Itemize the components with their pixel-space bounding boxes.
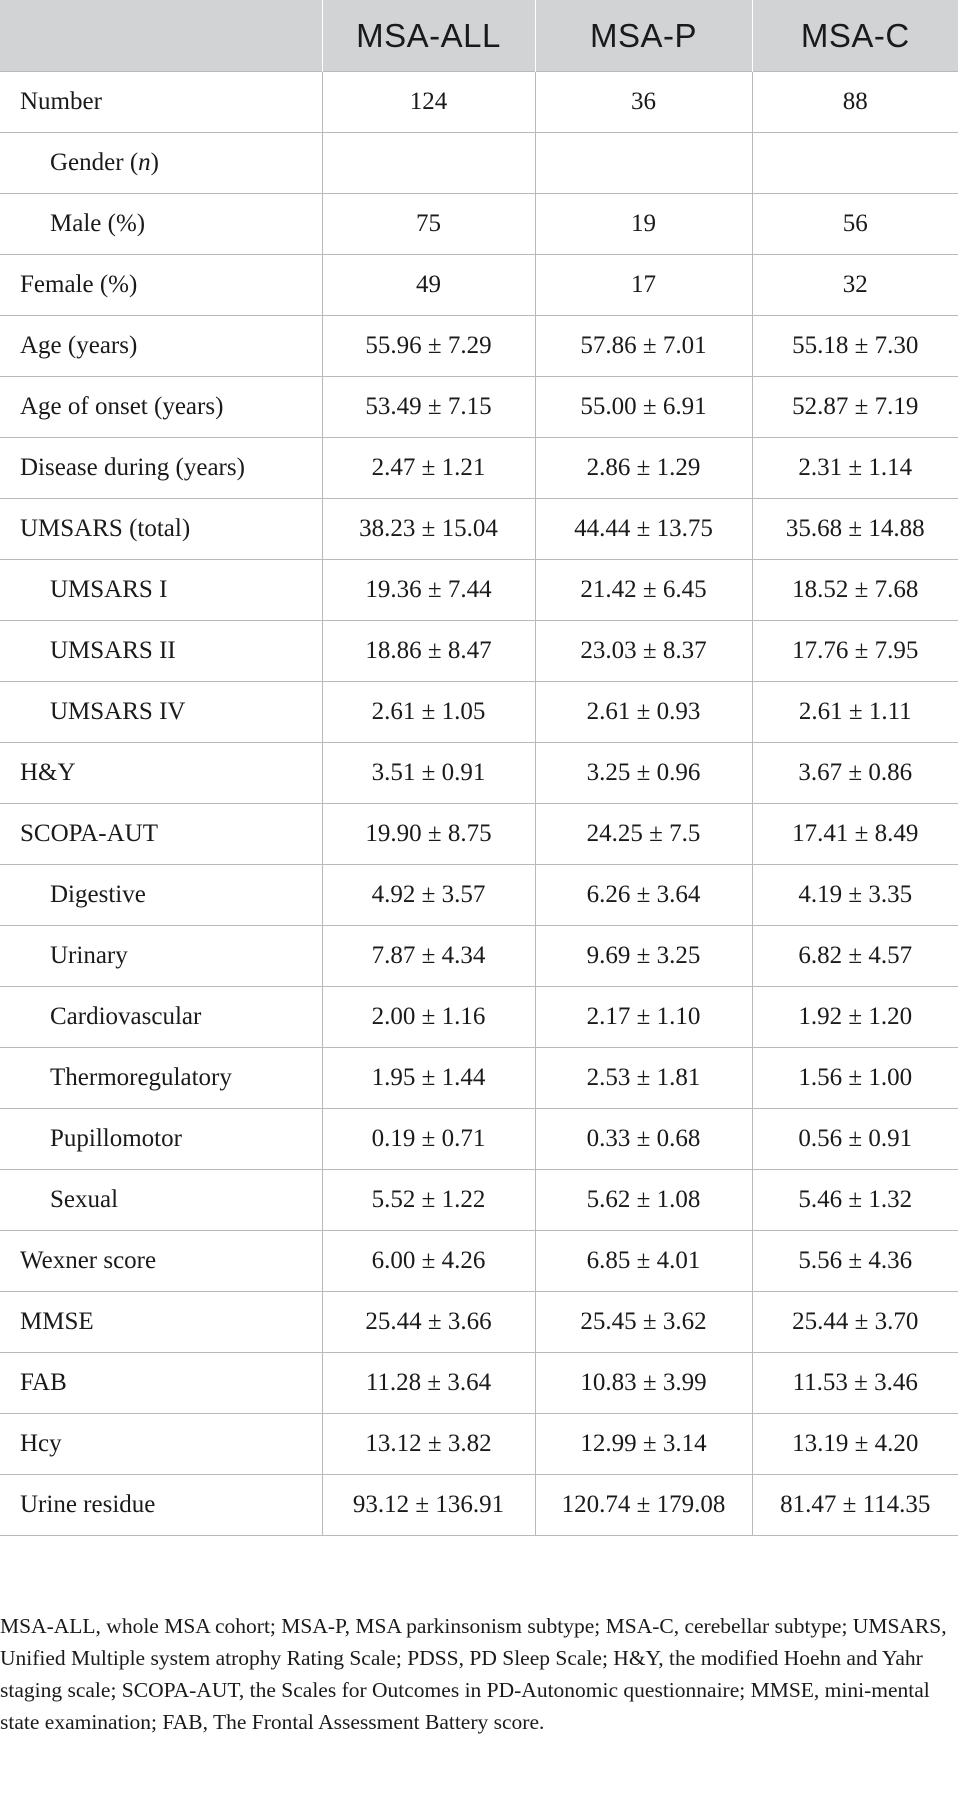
cell-msa-c: 2.31 ± 1.14 — [752, 438, 958, 499]
cell-msa-p: 6.26 ± 3.64 — [535, 865, 752, 926]
row-label-text: H&Y — [20, 759, 76, 786]
cell-msa-all: 5.52 ± 1.22 — [322, 1170, 535, 1231]
cell-msa-p: 55.00 ± 6.91 — [535, 377, 752, 438]
cell-msa-c: 81.47 ± 114.35 — [752, 1475, 958, 1536]
row-label — [0, 499, 322, 560]
row-label-text: UMSARS IV — [50, 698, 186, 725]
table-row — [0, 560, 958, 621]
cell-msa-p: 10.83 ± 3.99 — [535, 1353, 752, 1414]
row-label-text: Pupillomotor — [50, 1125, 182, 1152]
cell-msa-all — [322, 133, 535, 194]
cell-msa-all: 0.19 ± 0.71 — [322, 1109, 535, 1170]
row-label-text: Wexner score — [20, 1247, 157, 1274]
cell-msa-p: 36 — [535, 72, 752, 133]
row-label — [0, 194, 322, 255]
cell-msa-c: 56 — [752, 194, 958, 255]
row-label-text: Age (years) — [20, 332, 138, 359]
cell-msa-all: 2.61 ± 1.05 — [322, 682, 535, 743]
header-cell-msa-p: MSA-P — [535, 0, 752, 72]
cell-msa-c — [752, 133, 958, 194]
row-label-text: Hcy — [20, 1430, 62, 1457]
table-row — [0, 316, 958, 377]
cell-msa-p: 2.86 ± 1.29 — [535, 438, 752, 499]
row-label — [0, 743, 322, 804]
table-row — [0, 1048, 958, 1109]
row-label-text: MMSE — [20, 1308, 94, 1335]
row-label — [0, 1475, 322, 1536]
cell-msa-all: 38.23 ± 15.04 — [322, 499, 535, 560]
cell-msa-c: 1.56 ± 1.00 — [752, 1048, 958, 1109]
row-label-text: Male (%) — [50, 210, 146, 237]
cell-msa-c: 1.92 ± 1.20 — [752, 987, 958, 1048]
cell-msa-all: 19.36 ± 7.44 — [322, 560, 535, 621]
table-row — [0, 743, 958, 804]
cell-msa-all: 124 — [322, 72, 535, 133]
cell-msa-c: 3.67 ± 0.86 — [752, 743, 958, 804]
row-label-text: Cardiovascular — [50, 1003, 202, 1030]
table-row — [0, 1231, 958, 1292]
cell-msa-all: 1.95 ± 1.44 — [322, 1048, 535, 1109]
row-label — [0, 804, 322, 865]
row-label-text: Female (%) — [20, 271, 138, 298]
row-label — [0, 1292, 322, 1353]
row-label — [0, 1170, 322, 1231]
cell-msa-all: 18.86 ± 8.47 — [322, 621, 535, 682]
cell-msa-p: 120.74 ± 179.08 — [535, 1475, 752, 1536]
table-row — [0, 621, 958, 682]
row-label — [0, 987, 322, 1048]
cell-msa-all: 11.28 ± 3.64 — [322, 1353, 535, 1414]
cell-msa-all: 55.96 ± 7.29 — [322, 316, 535, 377]
cell-msa-p: 2.61 ± 0.93 — [535, 682, 752, 743]
cell-msa-c: 0.56 ± 0.91 — [752, 1109, 958, 1170]
row-label — [0, 621, 322, 682]
cell-msa-p: 2.17 ± 1.10 — [535, 987, 752, 1048]
cell-msa-p: 19 — [535, 194, 752, 255]
cell-msa-all: 25.44 ± 3.66 — [322, 1292, 535, 1353]
table-body — [0, 72, 958, 1536]
table-row — [0, 865, 958, 926]
cell-msa-c: 17.41 ± 8.49 — [752, 804, 958, 865]
cell-msa-p: 21.42 ± 6.45 — [535, 560, 752, 621]
row-label — [0, 1231, 322, 1292]
cell-msa-c: 17.76 ± 7.95 — [752, 621, 958, 682]
row-label-text: FAB — [20, 1369, 67, 1396]
cell-msa-all: 7.87 ± 4.34 — [322, 926, 535, 987]
cell-msa-c: 11.53 ± 3.46 — [752, 1353, 958, 1414]
table-row — [0, 1414, 958, 1475]
table-row — [0, 72, 958, 133]
cell-msa-p: 12.99 ± 3.14 — [535, 1414, 752, 1475]
table-row — [0, 1475, 958, 1536]
row-label-text: Disease during (years) — [20, 454, 245, 481]
cell-msa-c: 2.61 ± 1.11 — [752, 682, 958, 743]
row-label — [0, 133, 322, 194]
cell-msa-c: 52.87 ± 7.19 — [752, 377, 958, 438]
table-row — [0, 1292, 958, 1353]
cell-msa-c: 55.18 ± 7.30 — [752, 316, 958, 377]
cell-msa-all: 6.00 ± 4.26 — [322, 1231, 535, 1292]
cell-msa-all: 3.51 ± 0.91 — [322, 743, 535, 804]
table-row — [0, 438, 958, 499]
table-row — [0, 682, 958, 743]
cell-msa-all: 13.12 ± 3.82 — [322, 1414, 535, 1475]
cell-msa-p: 2.53 ± 1.81 — [535, 1048, 752, 1109]
table-row — [0, 804, 958, 865]
cell-msa-c: 35.68 ± 14.88 — [752, 499, 958, 560]
cell-msa-c: 88 — [752, 72, 958, 133]
cell-msa-c: 18.52 ± 7.68 — [752, 560, 958, 621]
table-row — [0, 1109, 958, 1170]
row-label-text: Urine residue — [20, 1491, 156, 1518]
row-label-text: Number — [20, 88, 102, 115]
table-row — [0, 926, 958, 987]
header-row — [0, 0, 958, 72]
header-cell-label — [0, 0, 322, 72]
cell-msa-c: 5.56 ± 4.36 — [752, 1231, 958, 1292]
cell-msa-p: 23.03 ± 8.37 — [535, 621, 752, 682]
row-label — [0, 926, 322, 987]
cell-msa-all: 93.12 ± 136.91 — [322, 1475, 535, 1536]
table-row — [0, 1353, 958, 1414]
row-label-text: Age of onset (years) — [20, 393, 224, 420]
row-label-text: Sexual — [50, 1186, 119, 1213]
row-label-text: Digestive — [50, 881, 146, 908]
cell-msa-all: 75 — [322, 194, 535, 255]
table-row — [0, 255, 958, 316]
cell-msa-all: 4.92 ± 3.57 — [322, 865, 535, 926]
row-label — [0, 1414, 322, 1475]
row-label — [0, 255, 322, 316]
table-row — [0, 987, 958, 1048]
row-label-text: UMSARS I — [50, 576, 168, 603]
header-cell-msa-c: MSA-C — [752, 0, 958, 72]
cell-msa-p — [535, 133, 752, 194]
cell-msa-p: 44.44 ± 13.75 — [535, 499, 752, 560]
row-label — [0, 1353, 322, 1414]
row-label — [0, 72, 322, 133]
row-label-suffix: (n) — [129, 149, 159, 176]
cell-msa-p: 17 — [535, 255, 752, 316]
cell-msa-p: 9.69 ± 3.25 — [535, 926, 752, 987]
table-row — [0, 499, 958, 560]
cell-msa-c: 25.44 ± 3.70 — [752, 1292, 958, 1353]
cell-msa-all: 2.00 ± 1.16 — [322, 987, 535, 1048]
row-label — [0, 560, 322, 621]
cell-msa-p: 0.33 ± 0.68 — [535, 1109, 752, 1170]
cell-msa-c: 4.19 ± 3.35 — [752, 865, 958, 926]
row-label-text: UMSARS II — [50, 637, 176, 664]
row-label-text: SCOPA-AUT — [20, 820, 159, 847]
cell-msa-p: 57.86 ± 7.01 — [535, 316, 752, 377]
row-label — [0, 377, 322, 438]
row-label — [0, 1109, 322, 1170]
row-label — [0, 438, 322, 499]
cell-msa-c: 32 — [752, 255, 958, 316]
row-label — [0, 1048, 322, 1109]
row-label-text: UMSARS (total) — [20, 515, 191, 542]
table-footnote: MSA-ALL, whole MSA cohort; MSA-P, MSA parkinsonism subtype; MSA-C, cerebellar subtype; UMSARS, Unified Multiple system atrophy Rating Scale; PDSS, PD Sleep Scale; H&Y, the modified Hoehn and Yahr staging scale; SCOPA-AUT, the Scales for Outcomes in PD-Autonomic questionnaire; MMSE, mini-mental state examination; FAB, The Frontal Assessment Battery score. — [0, 1614, 947, 1734]
cell-msa-p: 25.45 ± 3.62 — [535, 1292, 752, 1353]
cell-msa-all: 49 — [322, 255, 535, 316]
cell-msa-p: 3.25 ± 0.96 — [535, 743, 752, 804]
row-label-text: Gender — [50, 149, 124, 176]
row-label — [0, 316, 322, 377]
cell-msa-p: 5.62 ± 1.08 — [535, 1170, 752, 1231]
table-row — [0, 377, 958, 438]
cell-msa-c: 5.46 ± 1.32 — [752, 1170, 958, 1231]
cell-msa-c: 13.19 ± 4.20 — [752, 1414, 958, 1475]
table-row — [0, 133, 958, 194]
row-label-text: Urinary — [50, 942, 128, 969]
row-label — [0, 682, 322, 743]
table-row — [0, 194, 958, 255]
cell-msa-all: 19.90 ± 8.75 — [322, 804, 535, 865]
cell-msa-c: 6.82 ± 4.57 — [752, 926, 958, 987]
header-cell-msa-all: MSA-ALL — [322, 0, 535, 72]
cell-msa-all: 2.47 ± 1.21 — [322, 438, 535, 499]
cell-msa-p: 24.25 ± 7.5 — [535, 804, 752, 865]
cell-msa-p: 6.85 ± 4.01 — [535, 1231, 752, 1292]
table-row — [0, 1170, 958, 1231]
row-label-text: Thermoregulatory — [50, 1064, 232, 1091]
cell-msa-all: 53.49 ± 7.15 — [322, 377, 535, 438]
row-label — [0, 865, 322, 926]
